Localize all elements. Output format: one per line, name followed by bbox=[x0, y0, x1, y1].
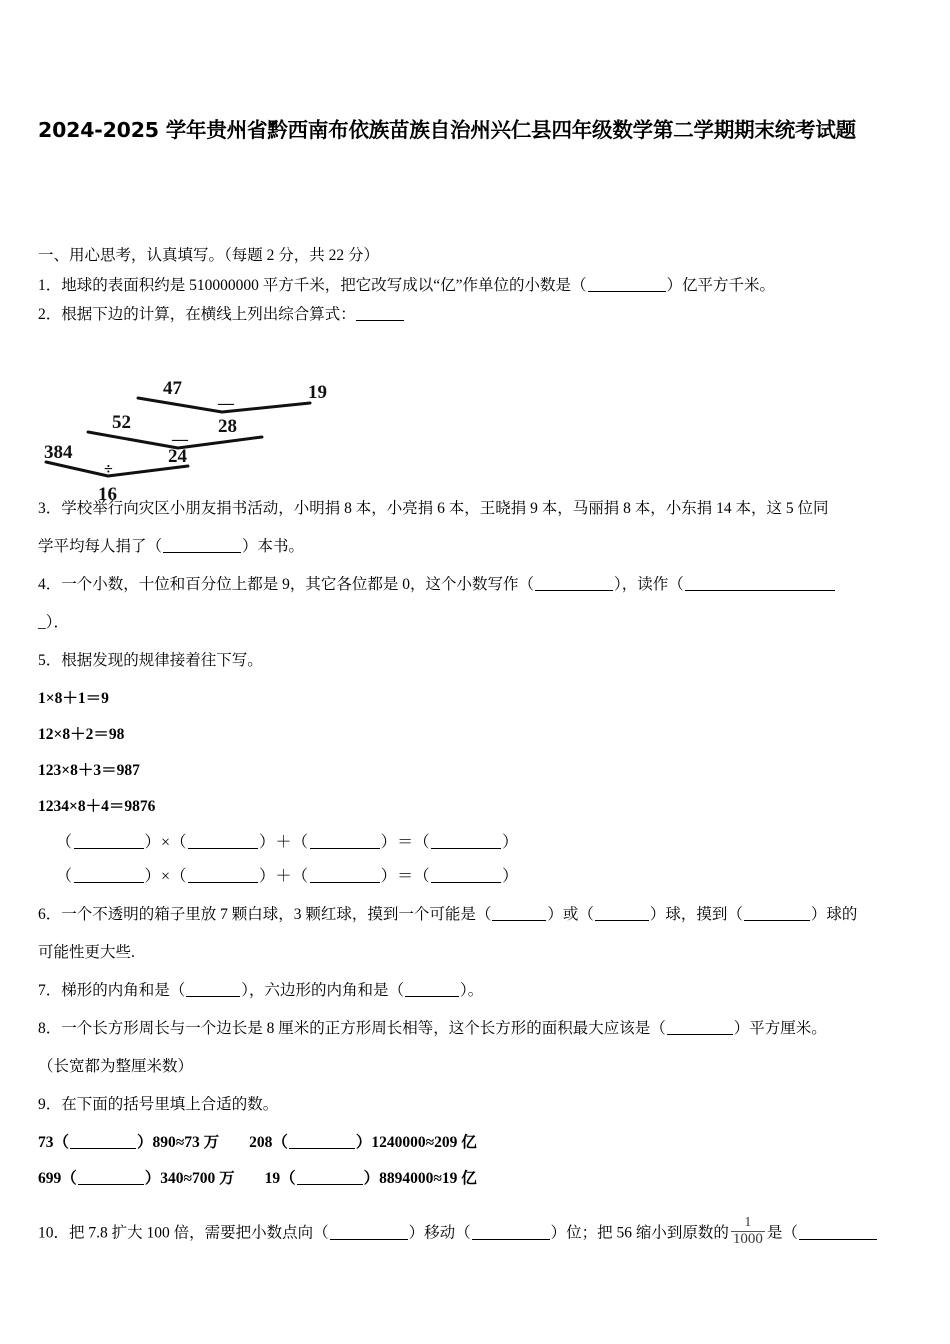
question-7 bbox=[38, 983, 922, 999]
question-9-row-2 bbox=[38, 1171, 922, 1187]
question-5-blank-row-1 bbox=[38, 835, 922, 851]
q5r1-eq: ）＝（ bbox=[380, 834, 431, 851]
question-4-text-c: _）． bbox=[38, 614, 70, 631]
question-7-text-b: ），六边形的内角和是（ bbox=[241, 982, 405, 999]
question-5-blank-row-2 bbox=[38, 869, 922, 885]
question-5-prompt bbox=[38, 653, 922, 669]
question-6-text-b: ）或（ bbox=[547, 906, 594, 923]
q9-r2c1-post: ）340≈700 万 bbox=[144, 1170, 235, 1187]
question-6-line-1 bbox=[38, 907, 922, 923]
question-1-blank-1[interactable] bbox=[588, 278, 666, 292]
q9-r2c1-blank[interactable] bbox=[78, 1171, 144, 1185]
calc-tree-mid-right: 28 bbox=[218, 416, 237, 437]
question-3-blank-1[interactable] bbox=[163, 539, 241, 553]
q9-r1c2-blank[interactable] bbox=[289, 1135, 355, 1149]
question-9-text-a: 9．在下面的括号里填上合适的数。 bbox=[38, 1096, 279, 1113]
question-6-blank-1[interactable] bbox=[492, 907, 546, 921]
question-3-text-c: ）本书。 bbox=[242, 538, 305, 555]
diagram-spacer bbox=[38, 323, 922, 501]
q9-r1c2-post: ）1240000≈209 亿 bbox=[355, 1134, 477, 1151]
q5r2-blank-2[interactable] bbox=[188, 869, 258, 883]
question-4-blank-2[interactable] bbox=[685, 577, 835, 591]
calc-tree-bottom-left: 384 bbox=[44, 442, 73, 463]
question-8-blank-1[interactable] bbox=[667, 1021, 733, 1035]
fraction-one-thousandth bbox=[731, 1216, 765, 1247]
question-5-equation-4: 1234×8＋4＝9876 bbox=[38, 798, 156, 815]
question-3-line-2 bbox=[38, 539, 922, 555]
q5r2-eq: ）＝（ bbox=[380, 868, 431, 885]
question-7-blank-2[interactable] bbox=[405, 983, 459, 997]
q5r1-blank-4[interactable] bbox=[431, 835, 501, 849]
calc-tree-top-left: 47 bbox=[163, 378, 182, 399]
q5r2-open: （ bbox=[56, 868, 73, 885]
calc-tree-bottom-right: 24 bbox=[168, 446, 187, 467]
calc-tree-bottom-result: 16 bbox=[98, 484, 117, 505]
question-6-text-a: 6．一个不透明的箱子里放 7 颗白球，3 颗红球，摸到一个可能是（ bbox=[38, 906, 492, 923]
calc-tree-mid-operator: — bbox=[172, 431, 188, 448]
question-10-blank-1[interactable] bbox=[330, 1226, 408, 1240]
fraction-denominator: 1000 bbox=[732, 1230, 763, 1247]
calc-tree-top-right: 19 bbox=[308, 382, 327, 403]
question-5-equation-3: 123×8＋3＝987 bbox=[38, 762, 140, 779]
question-2-text-a: 2．根据下边的计算，在横线上列出综合算式： bbox=[38, 306, 356, 323]
question-2 bbox=[38, 307, 922, 323]
q5r1-plus: ）＋（ bbox=[259, 834, 309, 851]
page-title: 2024-2025 学年贵州省黔西南布依族苗族自治州兴仁县四年级数学第二学期期末统考试题 bbox=[38, 118, 856, 142]
q9-r1c2-pre: 208（ bbox=[249, 1134, 288, 1151]
question-1 bbox=[38, 278, 922, 294]
question-10-text-b: ）移动（ bbox=[408, 1224, 471, 1242]
q5r2-plus: ）＋（ bbox=[259, 868, 309, 885]
question-5-equation-2: 12×8＋2＝98 bbox=[38, 726, 125, 743]
q9-r2c2-pre: 19（ bbox=[264, 1170, 296, 1187]
question-4-line-2 bbox=[38, 615, 922, 631]
section-heading: 一、用心思考，认真填写。（每题 2 分，共 22 分） bbox=[38, 247, 380, 264]
question-10 bbox=[38, 1217, 922, 1248]
question-3-text-a: 3．学校举行向灾区小朋友捐书活动，小明捐 8 本，小亮捐 6 本，王晓捐 9 本，马丽捐 8 本，小东捐 14 本，这 5 位同 bbox=[38, 500, 829, 517]
question-6-text-e: 可能性更大些. bbox=[38, 944, 135, 961]
q9-r2c1-pre: 699（ bbox=[38, 1170, 77, 1187]
question-10-text-d: 是（ bbox=[766, 1224, 798, 1242]
question-10-blank-3[interactable] bbox=[799, 1226, 877, 1240]
question-6-line-2 bbox=[38, 945, 922, 961]
question-8-text-b: ）平方厘米。 bbox=[733, 1020, 827, 1037]
q9-r2c2-blank[interactable] bbox=[297, 1171, 363, 1185]
question-10-text-a: 10．把 7.8 扩大 100 倍，需要把小数点向（ bbox=[38, 1224, 329, 1242]
exam-body bbox=[38, 248, 922, 1248]
q5r1-close: ） bbox=[502, 834, 519, 851]
question-10-text-c: ）位；把 56 缩小到原数的 bbox=[550, 1224, 729, 1242]
question-7-text-a: 7．梯形的内角和是（ bbox=[38, 982, 186, 999]
q9-r1c1-pre: 73（ bbox=[38, 1134, 70, 1151]
question-4-text-a: 4．一个小数，十位和百分位上都是 9，其它各位都是 0，这个小数写作（ bbox=[38, 576, 535, 593]
question-1-text-a: 1．地球的表面积约是 510000000 平方千米，把它改写成以“亿”作单位的小数是（ bbox=[38, 277, 587, 294]
question-7-blank-1[interactable] bbox=[186, 983, 240, 997]
q5r2-times: ）×（ bbox=[144, 868, 188, 885]
q5r2-blank-3[interactable] bbox=[310, 869, 380, 883]
question-8-line-1 bbox=[38, 1021, 922, 1037]
question-5-text-a: 5．根据发现的规律接着往下写。 bbox=[38, 652, 263, 669]
question-6-blank-3[interactable] bbox=[744, 907, 810, 921]
q9-r1c1-post: ）890≈73 万 bbox=[137, 1134, 220, 1151]
q9-r2c2-post: ）8894000≈19 亿 bbox=[363, 1170, 477, 1187]
question-6-text-c: ）球，摸到（ bbox=[649, 906, 743, 923]
question-4-line-1 bbox=[38, 577, 922, 593]
question-8-text-c: （长宽都为整厘米数） bbox=[38, 1058, 194, 1075]
question-4-text-b: ），读作（ bbox=[614, 576, 684, 593]
question-3-line-1 bbox=[38, 501, 922, 517]
question-1-text-b: ）亿平方千米。 bbox=[666, 277, 776, 294]
fraction-numerator: 1 bbox=[731, 1216, 765, 1232]
question-5-equation-1: 1×8＋1＝9 bbox=[38, 690, 109, 707]
q5r1-open: （ bbox=[56, 834, 73, 851]
question-6-blank-2[interactable] bbox=[595, 907, 649, 921]
q5r1-blank-3[interactable] bbox=[310, 835, 380, 849]
question-9-prompt bbox=[38, 1097, 922, 1113]
calc-tree-top-operator: — bbox=[218, 395, 234, 412]
question-4-blank-1[interactable] bbox=[535, 577, 613, 591]
question-8-line-2 bbox=[38, 1059, 922, 1075]
q5r2-close: ） bbox=[502, 868, 519, 885]
question-6-text-d: ）球的 bbox=[810, 906, 858, 923]
q5r1-times: ）×（ bbox=[144, 834, 188, 851]
q9-r1c1-blank[interactable] bbox=[70, 1135, 136, 1149]
q5r1-blank-1[interactable] bbox=[74, 835, 144, 849]
question-7-text-c: ）。 bbox=[460, 982, 484, 999]
q5r1-blank-2[interactable] bbox=[188, 835, 258, 849]
question-2-blank-1[interactable] bbox=[356, 308, 404, 321]
question-9-row-1 bbox=[38, 1135, 922, 1151]
q5r2-blank-1[interactable] bbox=[74, 869, 144, 883]
question-10-blank-2[interactable] bbox=[472, 1226, 550, 1240]
q5r2-blank-4[interactable] bbox=[431, 869, 501, 883]
calc-tree-mid-left: 52 bbox=[112, 412, 131, 433]
question-3-text-b: 学平均每人捐了（ bbox=[38, 538, 163, 555]
question-8-text-a: 8．一个长方形周长与一个边长是 8 厘米的正方形周长相等，这个长方形的面积最大应该是（ bbox=[38, 1020, 666, 1037]
calc-tree-bottom-operator: ÷ bbox=[104, 461, 113, 478]
